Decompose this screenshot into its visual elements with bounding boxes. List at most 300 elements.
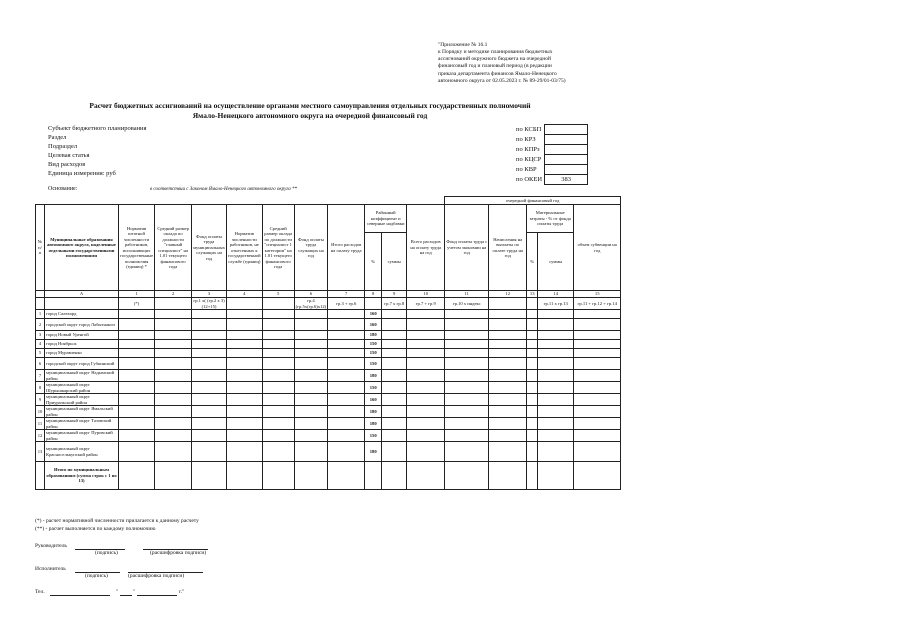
value-cell xyxy=(527,394,538,406)
value-cell xyxy=(489,418,527,430)
row-number: 8 xyxy=(36,382,45,394)
municipality-name: муниципальный округ Надымский район xyxy=(45,370,119,382)
column-number: 8 xyxy=(365,291,382,298)
municipality-name: город Новый Уренгой xyxy=(45,331,119,340)
footnote: (*) - расчет нормативной численности прилагается к данному расчету xyxy=(35,518,199,524)
value-cell xyxy=(489,358,527,370)
value-cell xyxy=(527,406,538,418)
column-number: 12 xyxy=(489,291,527,298)
date-close: " xyxy=(133,589,136,595)
value-cell xyxy=(155,340,192,349)
header-total-year: Всего расходов на оплату труда на год xyxy=(407,205,445,291)
header-avg-salary: Средний размер оклада по должности "главный специалист" на 1.01 текущего финансового года xyxy=(155,205,192,291)
title-line-1: Расчет бюджетных ассигнований на осуществление органами местного самоуправления отдельных государственных полномочий xyxy=(89,101,531,110)
formula-cell xyxy=(527,298,538,310)
meta-labels xyxy=(48,125,147,179)
value-cell xyxy=(192,358,227,370)
value-cell xyxy=(119,442,155,462)
value-cell xyxy=(192,349,227,358)
value-cell xyxy=(328,358,365,370)
value-cell xyxy=(155,319,192,331)
table-row xyxy=(36,310,621,319)
value-cell xyxy=(489,370,527,382)
coefficient-percent: 150 xyxy=(365,340,382,349)
value-cell xyxy=(574,462,621,490)
value-cell xyxy=(119,406,155,418)
value-cell xyxy=(365,462,382,490)
header-municipality: Муниципальные образования автономного округа, наделенные отдельными государственными полномочиями xyxy=(45,205,119,291)
basis-label: Основание: xyxy=(48,186,78,192)
footnote: (**) - расчет выполняется по каждому полномочию xyxy=(35,526,156,532)
value-cell xyxy=(445,370,489,382)
coefficient-percent: 160 xyxy=(365,394,382,406)
value-cell xyxy=(527,370,538,382)
value-cell xyxy=(407,382,445,394)
formula-cell: гр.1 х( (гр.2 х 3)(12+15) xyxy=(193,298,225,309)
code-label: по КСБП xyxy=(516,126,542,133)
value-cell xyxy=(489,442,527,462)
table-row xyxy=(36,418,621,430)
code-value xyxy=(545,165,588,175)
value-cell xyxy=(192,394,227,406)
value-cell xyxy=(574,394,621,406)
value-cell xyxy=(155,358,192,370)
value-cell xyxy=(527,319,538,331)
column-number: 7 xyxy=(328,291,365,298)
calculation-table xyxy=(35,196,621,490)
value-cell xyxy=(119,418,155,430)
value-cell xyxy=(262,349,294,358)
row-number: 4 xyxy=(36,340,45,349)
code-label: по КПРз xyxy=(516,146,540,153)
codes-block xyxy=(514,124,588,185)
value-cell xyxy=(226,462,262,490)
code-value: 383 xyxy=(545,175,588,185)
column-number: 14 xyxy=(538,291,574,298)
value-cell xyxy=(262,382,294,394)
header-payroll-total: Итого расходов на оплату труда xyxy=(328,205,365,291)
header-payroll-staff: Фонд оплаты труда служащих на год xyxy=(294,205,328,291)
value-cell xyxy=(294,442,328,462)
value-cell xyxy=(538,331,574,340)
value-cell xyxy=(538,462,574,490)
coefficient-percent: 180 xyxy=(365,331,382,340)
date-open: " xyxy=(116,589,119,595)
value-cell xyxy=(155,442,192,462)
value-cell xyxy=(262,310,294,319)
code-label: по ОКЕИ xyxy=(516,176,543,183)
coefficient-percent: 180 xyxy=(365,370,382,382)
decoding-caption: (расшифровка подписи) xyxy=(128,573,185,579)
value-cell xyxy=(489,406,527,418)
value-cell xyxy=(527,430,538,442)
value-cell xyxy=(294,430,328,442)
title-line-2: Ямало-Ненецкого автономного округа на очередной финансовый год xyxy=(192,111,428,121)
value-cell xyxy=(407,394,445,406)
value-cell xyxy=(294,418,328,430)
value-cell xyxy=(489,340,527,349)
coefficient-percent: 180 xyxy=(365,418,382,430)
value-cell xyxy=(527,442,538,462)
value-cell xyxy=(262,340,294,349)
formula-cell: гр.11 + гр.12 + гр.14 xyxy=(574,298,621,310)
row-number: 9 xyxy=(36,394,45,406)
value-cell xyxy=(119,349,155,358)
value-cell xyxy=(226,310,262,319)
value-cell xyxy=(527,382,538,394)
value-cell xyxy=(226,406,262,418)
value-cell xyxy=(445,331,489,340)
coefficient-percent: 180 xyxy=(365,442,382,462)
row-number xyxy=(36,462,45,490)
value-cell xyxy=(294,370,328,382)
coefficient-percent: 150 xyxy=(365,349,382,358)
value-cell xyxy=(294,310,328,319)
value-cell xyxy=(155,370,192,382)
value-cell xyxy=(226,382,262,394)
value-cell xyxy=(574,331,621,340)
table-row xyxy=(36,442,621,462)
column-number: 1 xyxy=(119,291,155,298)
value-cell xyxy=(527,340,538,349)
appendix-line: автономного округа от 02.05.2023 г. № 89-29/01-03/75) xyxy=(438,77,566,84)
column-number: 15 xyxy=(574,291,621,298)
table-row xyxy=(36,394,621,406)
appendix-line: "Приложение № 16.1 xyxy=(438,42,488,48)
value-cell xyxy=(226,394,262,406)
value-cell xyxy=(192,319,227,331)
header-subvention: объем субвенции на год xyxy=(574,205,621,291)
column-number: 9 xyxy=(382,291,407,298)
value-cell xyxy=(294,358,328,370)
value-cell xyxy=(407,349,445,358)
value-cell xyxy=(574,382,621,394)
value-cell xyxy=(407,406,445,418)
coefficient-percent: 150 xyxy=(365,358,382,370)
value-cell xyxy=(407,340,445,349)
value-cell xyxy=(294,406,328,418)
header-num: № п/п xyxy=(36,205,45,291)
coefficient-percent: 160 xyxy=(365,319,382,331)
value-cell xyxy=(119,340,155,349)
signature-caption: (подпись) xyxy=(95,550,118,556)
municipality-name: муниципальный округ Шурышкарский район xyxy=(45,382,119,394)
code-value xyxy=(545,155,588,165)
value-cell xyxy=(294,382,328,394)
value-cell xyxy=(489,382,527,394)
value-cell xyxy=(262,430,294,442)
value-cell xyxy=(382,319,407,331)
coefficient-percent: 180 xyxy=(365,406,382,418)
value-cell xyxy=(328,430,365,442)
value-cell xyxy=(328,442,365,462)
value-cell xyxy=(445,382,489,394)
coefficient-percent: 160 xyxy=(365,310,382,319)
value-cell xyxy=(382,442,407,462)
value-cell xyxy=(527,358,538,370)
value-cell xyxy=(407,331,445,340)
value-cell xyxy=(119,358,155,370)
value-cell xyxy=(192,331,227,340)
column-number: 6 xyxy=(294,291,328,298)
value-cell xyxy=(538,370,574,382)
value-cell xyxy=(155,462,192,490)
code-value xyxy=(545,145,588,155)
column-number: 10 xyxy=(407,291,445,298)
value-cell xyxy=(328,319,365,331)
value-cell xyxy=(538,418,574,430)
value-cell xyxy=(538,319,574,331)
value-cell xyxy=(489,430,527,442)
value-cell xyxy=(407,310,445,319)
meta-label: Субъект бюджетного планирования xyxy=(48,125,147,132)
value-cell xyxy=(445,349,489,358)
formula-cell: гр.7 + гр.9 xyxy=(407,298,445,310)
municipality-name: городской округ город Губкинский xyxy=(45,358,119,370)
value-cell xyxy=(328,331,365,340)
header-payroll-savings: Фонд оплаты труда с учетом экономии на год xyxy=(445,205,489,291)
value-cell xyxy=(574,370,621,382)
column-number: А xyxy=(45,291,119,298)
value-cell xyxy=(226,331,262,340)
value-cell xyxy=(527,331,538,340)
value-cell xyxy=(226,358,262,370)
column-numbers-row xyxy=(36,291,621,298)
value-cell xyxy=(574,340,621,349)
header-sum: суммы xyxy=(382,233,407,291)
header-staff-non-civil: Норматив численности работников, не отнесенных к государственной службе (единиц) xyxy=(226,205,262,291)
value-cell xyxy=(574,418,621,430)
value-cell xyxy=(574,430,621,442)
value-cell xyxy=(119,394,155,406)
date-year-suffix: г." xyxy=(179,589,185,595)
value-cell xyxy=(192,340,227,349)
row-number: 11 xyxy=(36,418,45,430)
value-cell xyxy=(489,331,527,340)
value-cell xyxy=(294,349,328,358)
executor-label: Исполнитель xyxy=(35,566,66,572)
value-cell xyxy=(538,406,574,418)
value-cell xyxy=(382,394,407,406)
municipality-name: муниципальный округ Приуральский район xyxy=(45,394,119,406)
value-cell xyxy=(262,331,294,340)
value-cell xyxy=(489,462,527,490)
value-cell xyxy=(574,406,621,418)
value-cell xyxy=(192,462,227,490)
formula-cell: гр.3 + гр.6 xyxy=(328,298,365,310)
code-label: по КВР xyxy=(516,166,537,173)
value-cell xyxy=(574,319,621,331)
row-number: 6 xyxy=(36,358,45,370)
value-cell xyxy=(538,430,574,442)
row-number: 3 xyxy=(36,331,45,340)
column-number: 11 xyxy=(445,291,489,298)
header-pct: % xyxy=(365,233,382,291)
value-cell xyxy=(226,442,262,462)
formula-cell: гр.10 х индекс xyxy=(445,298,489,310)
value-cell xyxy=(119,462,155,490)
column-number: 3 xyxy=(192,291,227,298)
header-sum: суммы xyxy=(538,233,574,291)
value-cell xyxy=(226,430,262,442)
value-cell xyxy=(262,319,294,331)
code-value xyxy=(545,125,588,135)
value-cell xyxy=(328,462,365,490)
value-cell xyxy=(382,418,407,430)
formula-cell xyxy=(365,298,382,310)
value-cell xyxy=(192,310,227,319)
table-row xyxy=(36,349,621,358)
value-cell xyxy=(328,349,365,358)
value-cell xyxy=(262,462,294,490)
value-cell xyxy=(382,406,407,418)
head-label: Руководитель xyxy=(35,543,67,549)
value-cell xyxy=(382,340,407,349)
coefficient-percent: 150 xyxy=(365,382,382,394)
municipality-name: городской округ город Лабытнанги xyxy=(45,319,119,331)
value-cell xyxy=(262,370,294,382)
value-cell xyxy=(382,349,407,358)
value-cell xyxy=(527,349,538,358)
value-cell xyxy=(527,462,538,490)
meta-label: Раздел xyxy=(48,134,67,141)
value-cell xyxy=(445,394,489,406)
phone-line xyxy=(50,590,110,596)
value-cell xyxy=(294,331,328,340)
value-cell xyxy=(226,319,262,331)
row-number: 5 xyxy=(36,349,45,358)
value-cell xyxy=(445,358,489,370)
value-cell xyxy=(226,349,262,358)
value-cell xyxy=(226,340,262,349)
formula-cell xyxy=(226,298,262,310)
column-number xyxy=(36,291,45,298)
value-cell xyxy=(382,310,407,319)
value-cell xyxy=(192,382,227,394)
value-cell xyxy=(445,430,489,442)
value-cell xyxy=(226,370,262,382)
municipality-name: город Ноябрьск xyxy=(45,340,119,349)
table-row xyxy=(36,340,621,349)
formula-cell xyxy=(155,298,192,310)
value-cell xyxy=(192,370,227,382)
column-number: 4 xyxy=(226,291,262,298)
row-number: 10 xyxy=(36,406,45,418)
table-row xyxy=(36,358,621,370)
value-cell xyxy=(262,406,294,418)
coefficient-percent: 150 xyxy=(365,430,382,442)
table-row xyxy=(36,430,621,442)
value-cell xyxy=(538,349,574,358)
table-row xyxy=(36,382,621,394)
value-cell xyxy=(407,319,445,331)
value-cell xyxy=(262,394,294,406)
column-number: 13 xyxy=(527,291,538,298)
header-material-costs: Материальные затраты - % от фонда оплаты труда xyxy=(527,205,574,233)
value-cell xyxy=(445,462,489,490)
municipality-name: муниципальный округ Тазовский район xyxy=(45,418,119,430)
header-accruals: Начисления на выплаты по оплате труда на год xyxy=(489,205,527,291)
value-cell xyxy=(262,418,294,430)
appendix-line: к Порядку и методике планирования бюджетных xyxy=(438,49,553,56)
formula-cell: (*) xyxy=(119,298,155,310)
meta-label: Вид расходов xyxy=(48,161,86,168)
municipality-name: город Муравленко xyxy=(45,349,119,358)
value-cell xyxy=(328,340,365,349)
value-cell xyxy=(328,370,365,382)
value-cell xyxy=(538,358,574,370)
date-month-line xyxy=(137,590,177,596)
value-cell xyxy=(226,418,262,430)
value-cell xyxy=(445,406,489,418)
value-cell xyxy=(538,442,574,462)
value-cell xyxy=(192,442,227,462)
value-cell xyxy=(262,442,294,462)
decoding-caption: (расшифровка подписи) xyxy=(150,550,207,556)
value-cell xyxy=(382,430,407,442)
total-row xyxy=(36,462,621,490)
document-title xyxy=(40,101,580,121)
value-cell xyxy=(445,340,489,349)
header-staff-norm: Норматив штатной численности работников, исполняющих государственные полномочия (единиц) * xyxy=(119,205,155,291)
value-cell xyxy=(382,462,407,490)
value-cell xyxy=(489,394,527,406)
header-regional-coef: Районный коэффициент и северные надбавки xyxy=(365,205,407,233)
phone-label: Тел. xyxy=(35,589,45,595)
value-cell xyxy=(155,310,192,319)
header-avg-salary-spec: Средний размер оклада по должности "специалист 1 категории" на 1.01 текущего финансового года xyxy=(262,205,294,291)
value-cell xyxy=(262,358,294,370)
date-day-line xyxy=(120,590,132,596)
value-cell xyxy=(445,310,489,319)
formula-cell: гр.11 х гр.13 xyxy=(538,298,574,310)
row-number: 2 xyxy=(36,319,45,331)
basis-text: в соответствии с Законом Ямало-Ненецкого автономного округа ** xyxy=(150,187,298,192)
value-cell xyxy=(294,462,328,490)
value-cell xyxy=(155,394,192,406)
value-cell xyxy=(489,310,527,319)
meta-label: Целевая статья xyxy=(48,152,90,159)
value-cell xyxy=(489,319,527,331)
value-cell xyxy=(574,349,621,358)
value-cell xyxy=(155,430,192,442)
row-number: 12 xyxy=(36,430,45,442)
value-cell xyxy=(407,462,445,490)
value-cell xyxy=(294,394,328,406)
row-number: 7 xyxy=(36,370,45,382)
table-row xyxy=(36,331,621,340)
row-number: 13 xyxy=(36,442,45,462)
code-value xyxy=(545,135,588,145)
value-cell xyxy=(294,319,328,331)
formula-cell: гр.7 х гр.8 xyxy=(382,298,407,310)
value-cell xyxy=(328,394,365,406)
municipality-name: муниципальный округ Пуровский район xyxy=(45,430,119,442)
header-payroll-municipal: Фонд оплаты труда муниципальных служащих на год xyxy=(192,205,227,291)
value-cell xyxy=(407,442,445,462)
value-cell xyxy=(155,406,192,418)
value-cell xyxy=(538,310,574,319)
appendix-note xyxy=(438,42,638,85)
code-label: по КРЗ xyxy=(516,136,536,143)
value-cell xyxy=(328,310,365,319)
value-cell xyxy=(382,382,407,394)
value-cell xyxy=(527,310,538,319)
value-cell xyxy=(192,418,227,430)
formula-cell xyxy=(489,298,527,310)
meta-label: Подраздел xyxy=(48,143,78,150)
appendix-line: ассигнований окружного бюджета на очередной xyxy=(438,56,551,63)
